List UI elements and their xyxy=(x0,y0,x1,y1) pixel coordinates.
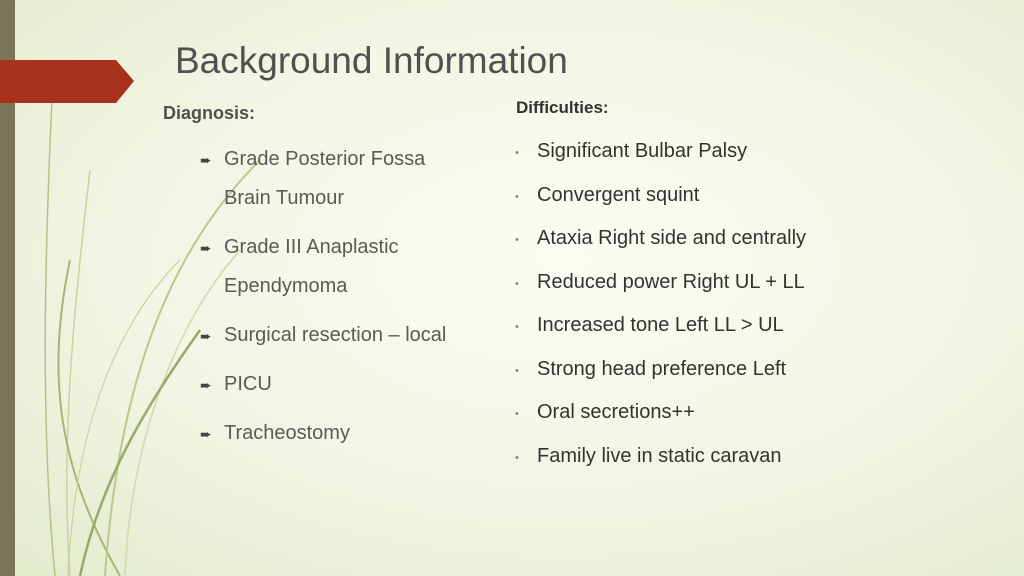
dot-icon: • xyxy=(515,408,519,420)
dot-icon: • xyxy=(515,365,519,377)
difficulty-item-text: Convergent squint xyxy=(537,184,700,206)
list-item xyxy=(200,236,440,306)
difficulty-item-text: Family live in static caravan xyxy=(537,445,782,467)
right-arrow-icon: ➨ xyxy=(200,240,212,256)
right-arrow-icon: ➨ xyxy=(200,152,212,168)
list-item xyxy=(515,314,784,337)
difficulty-item-text: Reduced power Right UL + LL xyxy=(537,271,805,293)
difficulties-heading: Difficulties: xyxy=(516,98,609,117)
title-accent-arrow xyxy=(0,60,134,103)
diagnosis-item-text: PICU xyxy=(224,373,272,395)
dot-icon: • xyxy=(515,452,519,464)
right-arrow-icon: ➨ xyxy=(200,377,212,393)
diagnosis-item-text: Tracheostomy xyxy=(224,422,350,444)
difficulty-item-text: Strong head preference Left xyxy=(537,358,787,380)
dot-icon: • xyxy=(515,321,519,333)
difficulty-item-text: Oral secretions++ xyxy=(537,401,695,423)
difficulty-item-text: Significant Bulbar Palsy xyxy=(537,140,748,162)
list-item xyxy=(515,401,695,424)
list-item xyxy=(515,358,786,381)
diagnosis-item-text: Surgical resection – local xyxy=(224,324,447,346)
list-item xyxy=(515,184,699,207)
difficulty-item-text: Increased tone Left LL > UL xyxy=(537,314,784,336)
diagnosis-item-text: Grade Posterior Fossa Brain Tumour xyxy=(224,148,426,209)
dot-icon: • xyxy=(515,234,519,246)
diagnosis-heading: Diagnosis: xyxy=(163,103,256,123)
list-item xyxy=(200,324,500,355)
list-item xyxy=(515,445,782,468)
list-item xyxy=(200,148,460,218)
list-item xyxy=(200,373,272,404)
list-item xyxy=(200,422,350,453)
diagnosis-item-text: Grade III Anaplastic Ependymoma xyxy=(224,236,399,297)
right-arrow-icon: ➨ xyxy=(200,328,212,344)
list-item xyxy=(515,227,806,250)
right-arrow-icon: ➨ xyxy=(200,426,212,442)
list-item xyxy=(515,271,805,294)
slide-title: Background Information xyxy=(175,40,568,81)
dot-icon: • xyxy=(515,191,519,203)
difficulty-item-text: Ataxia Right side and centrally xyxy=(537,227,807,249)
dot-icon: • xyxy=(515,147,519,159)
dot-icon: • xyxy=(515,278,519,290)
list-item xyxy=(515,140,747,163)
